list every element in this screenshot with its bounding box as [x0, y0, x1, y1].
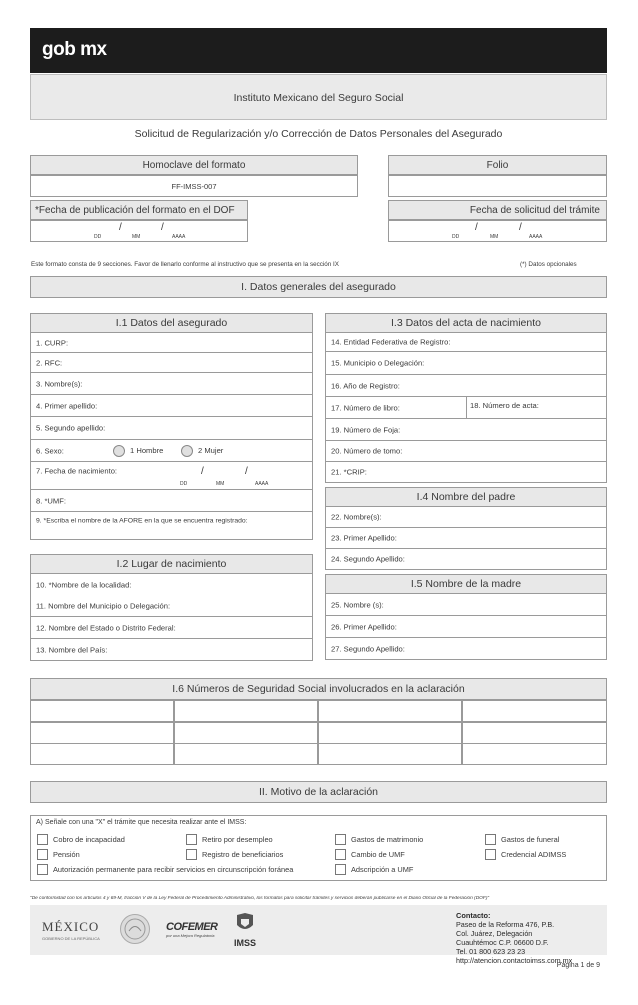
padre-row-1-label: 22. Nombre(s):	[331, 512, 382, 522]
nss-cell-1-1[interactable]	[30, 700, 174, 722]
acta-row-1[interactable]	[325, 333, 607, 352]
lugar-row-10-label: 10. *Nombre de la localidad:	[36, 580, 132, 589]
homoclave-value: FF-IMSS-007	[30, 175, 358, 197]
checkbox-0-0[interactable]	[37, 834, 48, 845]
asegurado-row-8-label: 8. *UMF:	[36, 496, 66, 505]
madre-row-3[interactable]	[325, 638, 607, 660]
fecha-publicacion-header: *Fecha de publicación del formato en el DOF	[30, 200, 248, 220]
mexico-logo: MÉXICO GOBIERNO DE LA REPÚBLICA	[42, 919, 100, 941]
acta-row-7[interactable]	[325, 462, 607, 483]
imss-eagle-icon	[233, 911, 257, 937]
fecha-solicitud-field[interactable]: / / DD MM AAAA	[388, 220, 607, 242]
asegurado-row-4-label: 4. Primer apellido:	[36, 401, 98, 410]
lugar-row-13[interactable]	[30, 639, 313, 661]
acta-row-4-label: 17. Número de libro:	[331, 403, 400, 412]
fn-slash-2: /	[245, 466, 248, 477]
nss-cell-2-4[interactable]	[462, 722, 607, 744]
asegurado-row-5-label: 5. Segundo apellido:	[36, 423, 106, 433]
option-label-1-2: Cambio de UMF	[351, 850, 405, 859]
padre-row-3[interactable]	[325, 549, 607, 570]
madre-title: I.5 Nombre de la madre	[325, 574, 607, 594]
checkbox-1-0[interactable]	[37, 849, 48, 860]
nss-cell-3-4[interactable]	[462, 743, 607, 765]
acta-row-6[interactable]	[325, 441, 607, 462]
padre-row-2-label: 23. Primer Apellido:	[331, 533, 397, 543]
intro-text: Este formato consta de 9 secciones. Favor de llenarlo conforme al instructivo que se presenta en la sección IX	[31, 261, 340, 268]
option-label-2-0: Autorización permanente para recibir servicios en circunscripción foránea	[53, 865, 294, 874]
nss-cell-2-1[interactable]	[30, 722, 174, 744]
madre-row-3-label: 27. Segundo Apellido:	[331, 644, 405, 653]
optional-note: (*) Datos opcionales	[520, 261, 577, 268]
asegurado-row-2[interactable]	[30, 353, 313, 373]
footer-bar	[30, 905, 607, 965]
lugar-title: I.2 Lugar de nacimiento	[30, 554, 313, 574]
nss-cell-2-3[interactable]	[318, 722, 462, 744]
option-label-2-2: Adscripción a UMF	[351, 865, 414, 874]
acta-divider	[466, 397, 467, 418]
gobmx-logo: gob mx	[42, 39, 107, 60]
asegurado-row-9-label: 9. *Escriba el nombre de la AFORE en la que se encuentra registrado:	[36, 517, 248, 525]
lugar-row-10[interactable]	[30, 574, 313, 596]
asegurado-row-7-label: 7. Fecha de nacimiento:	[36, 466, 118, 476]
acta-row-3-label: 16. Año de Registro:	[331, 381, 400, 390]
imss-logo: IMSS	[230, 911, 260, 948]
acta-row-3[interactable]	[325, 375, 607, 397]
fn-dd: DD	[180, 481, 188, 487]
numero-acta-label: 18. Número de acta:	[470, 401, 539, 410]
lugar-row-11[interactable]	[30, 595, 313, 617]
folio-field[interactable]	[388, 175, 607, 197]
checkbox-1-1[interactable]	[186, 849, 197, 860]
madre-row-1[interactable]	[325, 594, 607, 616]
legal-note: "De conformidad con los artículos 4 y 69-M, fracción V de la Ley Federal de Procedimiento Administrativo, los formatos para solicitar trámites y servicios deberán publicarse en el Diario Oficial de la Federación (DOF)"	[30, 896, 490, 901]
option-label-0-3: Gastos de funeral	[501, 835, 560, 844]
checkbox-0-1[interactable]	[186, 834, 197, 845]
radio-hombre-label: 1 Hombre	[130, 446, 164, 455]
acta-row-2-label: 15. Municipio o Delegación:	[331, 358, 425, 368]
acta-row-5[interactable]	[325, 419, 607, 441]
acta-row-7-label: 21. *CRIP:	[331, 467, 367, 477]
fn-slash-1: /	[201, 466, 204, 477]
madre-row-1-label: 25. Nombre (s):	[331, 600, 384, 609]
asegurado-row-1[interactable]	[30, 333, 313, 353]
asegurado-row-6-label: 6. Sexo:	[36, 446, 64, 455]
fn-aaaa: AAAA	[255, 481, 269, 487]
padre-row-1[interactable]	[325, 507, 607, 528]
institute-banner: Instituto Mexicano del Seguro Social	[30, 74, 607, 120]
lugar-row-13-label: 13. Nombre del País:	[36, 645, 108, 654]
lugar-row-12[interactable]	[30, 617, 313, 639]
contact-link[interactable]: http://atencion.contactoimss.com.mx	[456, 956, 573, 965]
acta-row-5-label: 19. Número de Foja:	[331, 425, 401, 434]
lugar-row-12-label: 12. Nombre del Estado o Distrito Federal:	[36, 623, 176, 632]
motivo-instruction: A) Señale con una "X" el trámite que necesita realizar ante el IMSS:	[36, 819, 247, 826]
nss-cell-1-3[interactable]	[318, 700, 462, 722]
cofemer-logo: COFEMER por una Mejora Regulatoria	[166, 921, 218, 938]
radio-hombre[interactable]	[113, 445, 125, 457]
fecha-publicacion-field[interactable]: / / DD MM AAAA	[30, 220, 248, 242]
checkbox-1-3[interactable]	[485, 849, 496, 860]
option-label-1-3: Credencial ADIMSS	[501, 850, 567, 859]
fn-mm: MM	[216, 481, 225, 487]
checkbox-2-0[interactable]	[37, 864, 48, 875]
madre-row-2-label: 26. Primer Apellido:	[331, 622, 397, 631]
padre-row-2[interactable]	[325, 528, 607, 549]
nss-cell-2-2[interactable]	[174, 722, 318, 744]
nss-cell-3-1[interactable]	[30, 743, 174, 765]
checkbox-1-2[interactable]	[335, 849, 346, 860]
nss-title: I.6 Números de Seguridad Social involucrados en la aclaración	[30, 678, 607, 700]
section-2-title: II. Motivo de la aclaración	[30, 781, 607, 803]
acta-row-1-label: 14. Entidad Federativa de Registro:	[331, 337, 451, 347]
nss-cell-3-2[interactable]	[174, 743, 318, 765]
padre-row-3-label: 24. Segundo Apellido:	[331, 554, 405, 564]
option-label-0-2: Gastos de matrimonio	[351, 835, 424, 844]
option-label-0-1: Retiro por desempleo	[202, 835, 273, 844]
padre-title: I.4 Nombre del padre	[325, 487, 607, 507]
nss-cell-1-2[interactable]	[174, 700, 318, 722]
nss-cell-1-4[interactable]	[462, 700, 607, 722]
option-label-1-0: Pensión	[53, 850, 80, 859]
asegurado-row-2-label: 2. RFC:	[36, 358, 63, 367]
asegurado-row-9[interactable]	[30, 512, 313, 540]
section-1-title: I. Datos generales del asegurado	[30, 276, 607, 298]
asegurado-row-5[interactable]	[30, 417, 313, 440]
page-number: Página 1 de 9	[556, 962, 600, 969]
lugar-row-11-label: 11. Nombre del Municipio o Delegación:	[36, 601, 171, 610]
acta-row-6-label: 20. Número de tomo:	[331, 446, 403, 456]
acta-title: I.3 Datos del acta de nacimiento	[325, 313, 607, 333]
option-label-1-1: Registro de beneficiarios	[202, 850, 284, 859]
asegurado-row-7[interactable]	[30, 462, 313, 490]
contact-info: Contacto: Paseo de la Reforma 476, P.B. Col. Juárez, Delegación Cuauhtémoc C.P. 06600 D.F. Tel. 01 800 623 23 23 http://atencion.contactoimss.com.mx	[456, 911, 573, 965]
radio-mujer[interactable]	[181, 445, 193, 457]
option-label-0-0: Cobro de incapacidad	[53, 835, 125, 844]
form-title: Solicitud de Regularización y/o Corrección de Datos Personales del Asegurado	[134, 128, 503, 140]
radio-mujer-label: 2 Mujer	[198, 446, 224, 455]
asegurado-row-6[interactable]	[30, 440, 313, 462]
seal-icon	[120, 914, 150, 944]
folio-header: Folio	[388, 155, 607, 175]
asegurado-row-3-label: 3. Nombre(s):	[36, 379, 83, 388]
acta-row-4[interactable]	[325, 397, 607, 419]
checkbox-0-3[interactable]	[485, 834, 496, 845]
nss-cell-3-3[interactable]	[318, 743, 462, 765]
asegurado-title: I.1 Datos del asegurado	[30, 313, 313, 333]
checkbox-2-2[interactable]	[335, 864, 346, 875]
asegurado-row-8[interactable]	[30, 490, 313, 512]
madre-row-2[interactable]	[325, 616, 607, 638]
asegurado-row-3[interactable]	[30, 373, 313, 395]
homoclave-header: Homoclave del formato	[30, 155, 358, 175]
acta-row-2[interactable]	[325, 352, 607, 375]
checkbox-0-2[interactable]	[335, 834, 346, 845]
fecha-solicitud-header: Fecha de solicitud del trámite	[388, 200, 607, 220]
top-bar	[30, 28, 607, 73]
asegurado-row-1-label: 1. CURP:	[36, 338, 69, 347]
asegurado-row-4[interactable]	[30, 395, 313, 417]
